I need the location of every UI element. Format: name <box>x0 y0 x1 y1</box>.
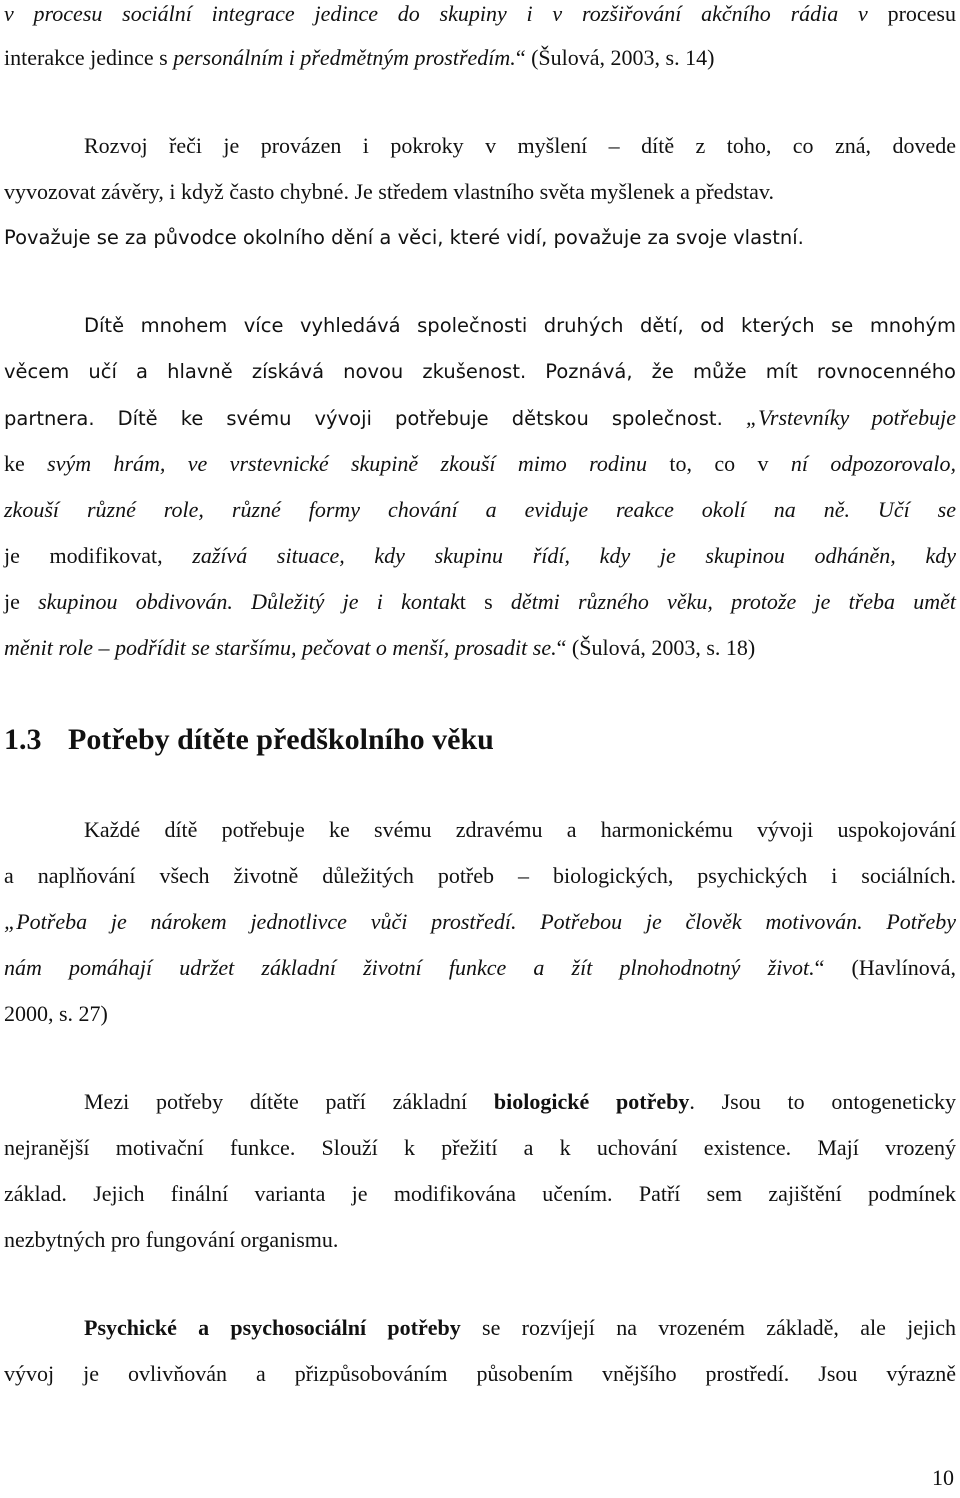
text-span: ní odpozorovalo, <box>790 451 957 476</box>
text-line <box>4 404 956 433</box>
text-span: je modifikovat, <box>4 543 193 568</box>
section-number: 1.3 <box>4 723 42 756</box>
text-line <box>4 954 956 982</box>
text-line <box>4 0 956 28</box>
text-line: Dítě mnohem více vyhledává společnosti druhých dětí, od kterých se mnohým <box>84 314 956 337</box>
text-line <box>84 1314 956 1342</box>
section-title: Potřeby dítěte předškolního věku <box>68 723 494 756</box>
text-line <box>4 450 956 478</box>
text-line: věcem učí a hlavně získává novou zkušenost. Poznává, že může mít rovnocenného <box>4 360 956 383</box>
text-span: Psychické a psychosociální potřeby <box>84 1315 461 1340</box>
page-number: 10 <box>932 1465 954 1490</box>
text-span: dětmi různého věku, protože je třeba umět <box>510 589 956 614</box>
text-line: a naplňování všech životně důležitých potřeb – biologických, psychických i sociálních. <box>4 863 956 888</box>
text-line <box>4 44 956 72</box>
section-heading <box>4 722 494 758</box>
text-line: základ. Jejich finální varianta je modifikována učením. Patří sem zajištění podmínek <box>4 1181 956 1206</box>
text-line: nejranější motivační funkce. Slouží k přežití a k uchování existence. Mají vrozený <box>4 1135 956 1160</box>
text-line: nezbytných pro fungování organismu. <box>4 1227 339 1252</box>
text-span: zažívá situace, kdy skupinu řídí, kdy je skupinou odháněn, kdy <box>192 543 956 568</box>
text-span: se rozvíjejí na vrozeném základě, ale jejich <box>460 1315 956 1340</box>
text-span: v procesu sociální integrace jedince do skupiny i v rozšiřování akčního rádia v <box>4 1 868 26</box>
text-span: měnit role – podřídit se staršímu, pečovat o menší, prosadit se. <box>4 635 557 660</box>
text-span: skupinou obdivován. Důležitý je i kontak <box>38 589 460 614</box>
text-span: interakce jedince s <box>4 45 174 70</box>
text-line <box>4 588 956 616</box>
text-line: 2000, s. 27) <box>4 1001 108 1026</box>
text-span: “ (Šulová, 2003, s. 18) <box>556 635 756 660</box>
text-line: Každé dítě potřebuje ke svému zdravému a harmonickému vývoji uspokojování <box>84 817 956 842</box>
text-span: biologické potřeby <box>493 1089 690 1114</box>
text-span: nám pomáhají udržet základní životní funkce a žít plnohodnotný život. <box>4 955 815 980</box>
text-line: vyvozovat závěry, i když často chybné. Je středem vlastního světa myšlenek a představ. <box>4 179 774 204</box>
text-line <box>4 634 956 662</box>
text-span: “ (Havlínová, <box>814 955 957 980</box>
text-line <box>84 1088 956 1116</box>
text-span: procesu <box>867 1 956 26</box>
text-line: zkouší různé role, různé formy chování a eviduje reakce okolí na ně. Učí se <box>4 497 956 522</box>
text-line: vývoj je ovlivňován a přizpůsobováním působením vnějšího prostředí. Jsou výrazně <box>4 1361 956 1386</box>
text-span: partnera. Dítě ke svému vývoji potřebuje dětskou společnost. <box>4 407 746 430</box>
text-span: svým hrám, ve vrstevnické skupině zkouší mimo rodinu <box>47 451 648 476</box>
text-span: t s <box>459 589 511 614</box>
text-line <box>4 542 956 570</box>
text-span: je <box>4 589 39 614</box>
text-span: . Jsou to ontogeneticky <box>689 1089 957 1114</box>
text-span: Mezi potřeby dítěte patří základní <box>84 1089 494 1114</box>
text-line: „Potřeba je nárokem jednotlivce vůči prostředí. Potřebou je člověk motivován. Potřeby <box>4 909 956 934</box>
text-line: Považuje se za původce okolního dění a věci, které vidí, považuje za svoje vlastní. <box>4 226 804 249</box>
text-span: to, co v <box>647 451 791 476</box>
text-span: ke <box>4 451 48 476</box>
text-span: “ (Šulová, 2003, s. 14) <box>515 45 715 70</box>
text-line: Rozvoj řeči je provázen i pokroky v myšlení – dítě z toho, co zná, dovede <box>84 133 956 158</box>
text-span: personálním i předmětným prostředím. <box>173 45 516 70</box>
text-span: „Vrstevníky potřebuje <box>745 405 956 430</box>
